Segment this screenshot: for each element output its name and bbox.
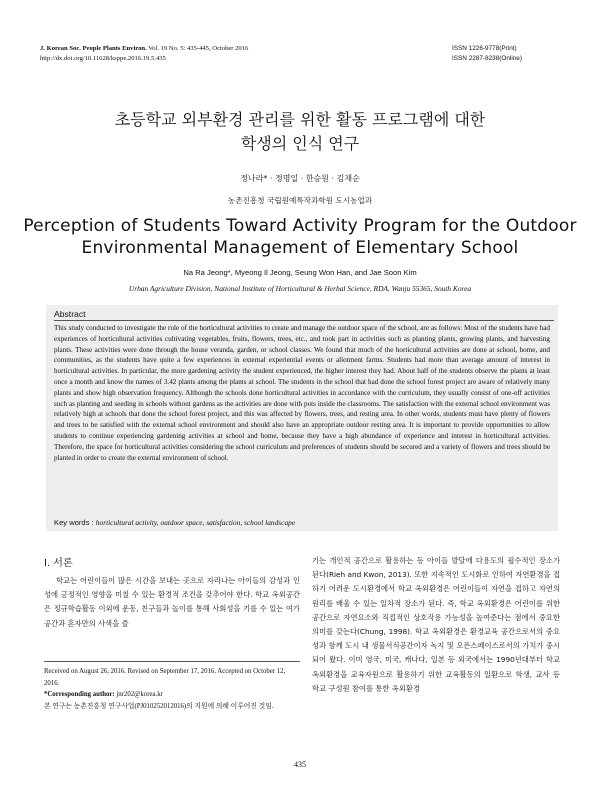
english-title-line1: Perception of Students Toward Activity Program for the Outdoor (23, 216, 577, 236)
korean-title-line1: 초등학교 외부환경 관리를 위한 활동 프로그램에 대한 (114, 110, 486, 129)
intro-paragraph-right: 기는 개인적 공간으로 활용하는 등 아이들 발달에 다용도의 필수적인 장소가 된다(Rieh and Kwon, 2013). 또한 지속적인 도시화로 인하여 자연환경을 접하기 어려운 도시환경에서 학교 옥외환경은 어린이들이 자연을 접하고 자연의 원리를 배울 수 있는 일차적 장소가 된다. 즉, 학교 옥외환경은 어린이를 위한 공간으로 자연요소와 직접적인 상호작용 가능성을 높여준다는 점에서 중요한 의미를 갖는다(Chung, 1998). 학교 옥외환경은 환경교육 공간으로서의 중요성과 함께 도시 내 생물서식공간이자 녹지 및 오픈스페이스로서의 가치가 중시되어 왔다. 이미 영국, 미국, 캐나다, 일본 등 외국에서는 1990년대부터 학교 옥외환경을 교육자원으로 활용하기 위한 교육활동의 일환으로 학생, 교사 등 학교 구성원 참여를 통한 옥외환경 (312, 556, 560, 693)
english-affiliation: Urban Agriculture Division, National Institute of Horticultural & Herbal Science, RDA, Wanju 55365, South Korea (128, 284, 472, 293)
abstract-divider (54, 320, 554, 321)
english-authors: Na Ra Jeong*, Myeong Il Jeong, Seung Won Han, and Jae Soon Kim (183, 268, 417, 277)
english-title-line2: Environmental Management of Elementary School (81, 238, 519, 258)
journal-name: J. Korean Soc. People Plants Environ. (40, 45, 147, 52)
korean-authors: 정나라* · 정명일 · 한승원 · 김재순 (240, 174, 360, 183)
issn-block (452, 44, 522, 64)
korean-affiliation: 농촌진흥청 국립원예특작과학원 도시농업과 (227, 196, 373, 205)
right-column (312, 554, 560, 696)
funding-note: 본 연구는 농촌진흥청 연구사업(PJ010252012016)의 지원에 의해 이루어진 것임. (44, 702, 274, 710)
corresponding-email[interactable]: jnr202@korea.kr (116, 691, 163, 698)
abstract-text: This study conducted to investigate the role of the horticultural activities to create and manage the outdoor space of the school, are as follows: Most of the students have had experiences of horticultural activities cultivating vegetables, fruits, flowers, trees, etc., and took part in activities such as planting plants, growing plants, and harvesting plants. These activities were done through the house veranda, garden, or school classes. We found that much of the horticultural activities are done at school, home, and communities, as the students have quite a few experiences in external experiential events or allotment farms. Students had more than average amount of interest in horticultural activities. In particular, the more gardening activity the student experienced, the higher interest they had. About half of the students observe the plants at least once a month and know the names of 3.42 plants among the plants at school. The students in the school that had done the school forest project are aware of relatively many plants and show high observation frequency. Although the schools done horticultural activities in accordance with the curriculum, they usually consist of one-off activities such as planting and seeding in schools without gardens as the activities are done with pots inside the classrooms. The satisfaction with the external school environment was relatively high at schools that done the school forest project, and this was affected by flowers, trees, and resting area. In other words, students must have plenty of flowers and trees to be satisfied with the external school environment and should also have an appropriate outdoor resting area. It is important to provide opportunities to allow students to continue experiencing gardening activities at school and home, because they have a high abundance of experience and interest in horticultural activities. Therefore, the space for horticultural activities considering the school curriculum and preferences of students should be secured and a variety of flowers and trees should be planted in order to create the external environment of school. (54, 324, 550, 462)
section-heading: Ⅰ. 서론 (44, 558, 73, 569)
volume-info: Vol. 19 No. 5: 435-445, October 2016 (148, 45, 249, 52)
doi-link[interactable]: http://dx.doi.org/10.11628/ksppe.2016.19.5.435 (40, 55, 166, 62)
footnote (44, 666, 300, 712)
keywords-values: horticultural activity, outdoor space, satisfaction, school landscape (95, 518, 296, 527)
abstract-heading: Abstract (54, 309, 86, 319)
corresponding-label: *Corresponding author: (44, 691, 115, 698)
keywords (54, 518, 295, 527)
page-number: 435 (294, 760, 306, 769)
intro-paragraph-left: 학교는 어린이들이 많은 시간을 보내는 곳으로 자라나는 아이들의 감성과 인성에 긍정적인 영향을 미칠 수 있는 환경적 조건을 갖추어야 한다. 학교 옥외공간은 정규학습활동 이외에 운동, 친구들과 놀이를 통해 사회성을 기를 수 있는 여가공간과 혼자만의 사색을 즐 (44, 576, 300, 628)
korean-title-line2: 학생의 인식 연구 (240, 134, 360, 153)
journal-header (40, 44, 248, 64)
issn-online: ISSN 2287-8238(Online) (452, 55, 522, 62)
footnote-divider (44, 661, 300, 662)
issn-print: ISSN 1226-9778(Print) (452, 45, 517, 52)
keywords-label: Key words : (54, 518, 94, 527)
received-dates: Received on August 26, 2016. Revised on September 17, 2016. Accepted on October 12, 2016. (44, 668, 286, 687)
left-column (44, 574, 300, 631)
